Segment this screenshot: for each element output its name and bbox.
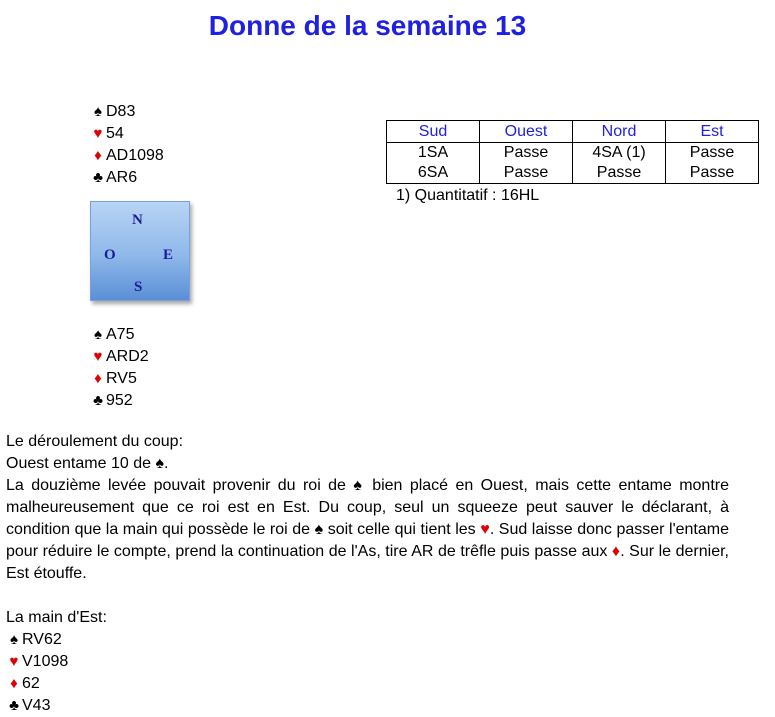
bidding-header-sud: Sud [387,121,480,143]
bidding-header-row [387,121,759,143]
compass-west: O [104,247,116,263]
east-clubs [6,695,729,717]
north-diamonds-cards: AD1098 [106,147,164,164]
compass-east: E [163,247,174,263]
east-spades [6,629,729,651]
analysis-paragraph [6,475,729,585]
diamond-icon: ♦ [611,543,621,560]
spade-icon: ♠ [94,326,102,343]
bid-cell: 4SA (1) [573,143,666,164]
east-clubs-cards: V43 [22,697,51,714]
east-diamonds-cards: 62 [22,675,40,692]
north-spades-cards: D83 [106,103,136,120]
description-heading: Le déroulement du coup: [6,433,184,450]
spade-icon: ♠ [314,521,324,538]
analysis-text: soit celle qui tient les [323,521,481,538]
analysis-text: bien placé en Ouest, mais cette entame montre malheureusement que ce roi est en Est. Du coup, seul un squeeze peut sauver le déclarant, à condition que la main qui possède le roi de [6,477,730,538]
south-hearts-cards: ARD2 [106,348,149,365]
bidding-row [387,143,759,164]
spade-icon: ♠ [94,103,102,120]
diamond-icon: ♦ [94,147,102,164]
spade-icon: ♠ [353,477,365,494]
north-diamonds [90,145,164,167]
bidding-header-est: Est [666,121,759,143]
bid-cell: 6SA [387,163,480,184]
north-hand [90,101,164,189]
bid-cell: Passe [480,163,573,184]
bidding-header-nord: Nord [573,121,666,143]
heart-icon: ♥ [93,348,103,365]
compass-south: S [134,279,143,295]
south-diamonds [90,368,149,390]
north-clubs-cards: AR6 [106,169,138,186]
bid-cell: 1SA [387,143,480,164]
compass-north: N [132,212,143,228]
analysis-text: . Sur le dernier, Est étouffe. [6,543,729,582]
bidding-row [387,163,759,184]
diamond-icon: ♦ [10,675,18,692]
north-spades [90,101,164,123]
bidding-table [386,120,759,184]
play-description [6,431,729,717]
bid-cell: Passe [666,163,759,184]
south-hand [90,324,149,412]
south-diamonds-cards: RV5 [106,370,137,387]
south-hearts [90,346,149,368]
bidding-header-ouest: Ouest [480,121,573,143]
analysis-text: . Sud laisse donc passer l'entame pour réduire le compte, prend la continuation de l'As, tire AR de trêfle puis passe aux [6,521,729,560]
east-hearts [6,651,729,673]
diamond-icon: ♦ [94,370,102,387]
opening-lead-end: . [163,455,169,472]
club-icon: ♣ [93,169,103,186]
east-hearts-cards: V1098 [22,653,69,670]
club-icon: ♣ [93,392,103,409]
club-icon: ♣ [9,697,19,714]
east-hand-heading: La main d'Est: [6,609,107,626]
bidding-footnote: 1) Quantitatif : 16HL [396,187,540,204]
north-hearts-cards: 54 [106,125,124,142]
east-diamonds [6,673,729,695]
south-spades [90,324,149,346]
page-title: Donne de la semaine 13 [208,10,527,41]
spade-icon: ♠ [10,631,18,648]
opening-lead [6,453,729,475]
bid-cell: Passe [480,143,573,164]
south-clubs [90,390,149,412]
heart-icon: ♥ [480,521,490,538]
east-hand [6,629,729,717]
south-clubs-cards: 952 [106,392,133,409]
opening-lead-text: Ouest entame 10 de [6,455,156,472]
analysis-text: La douzième levée pouvait provenir du roi de [6,477,354,494]
north-hearts [90,123,164,145]
east-spades-cards: RV62 [22,631,62,648]
south-spades-cards: A75 [106,326,135,343]
compass-table [90,201,190,301]
heart-icon: ♥ [93,125,103,142]
heart-icon: ♥ [9,653,19,670]
bid-cell: Passe [666,143,759,164]
north-clubs [90,167,164,189]
bid-cell: Passe [573,163,666,184]
spade-icon: ♠ [155,455,164,472]
